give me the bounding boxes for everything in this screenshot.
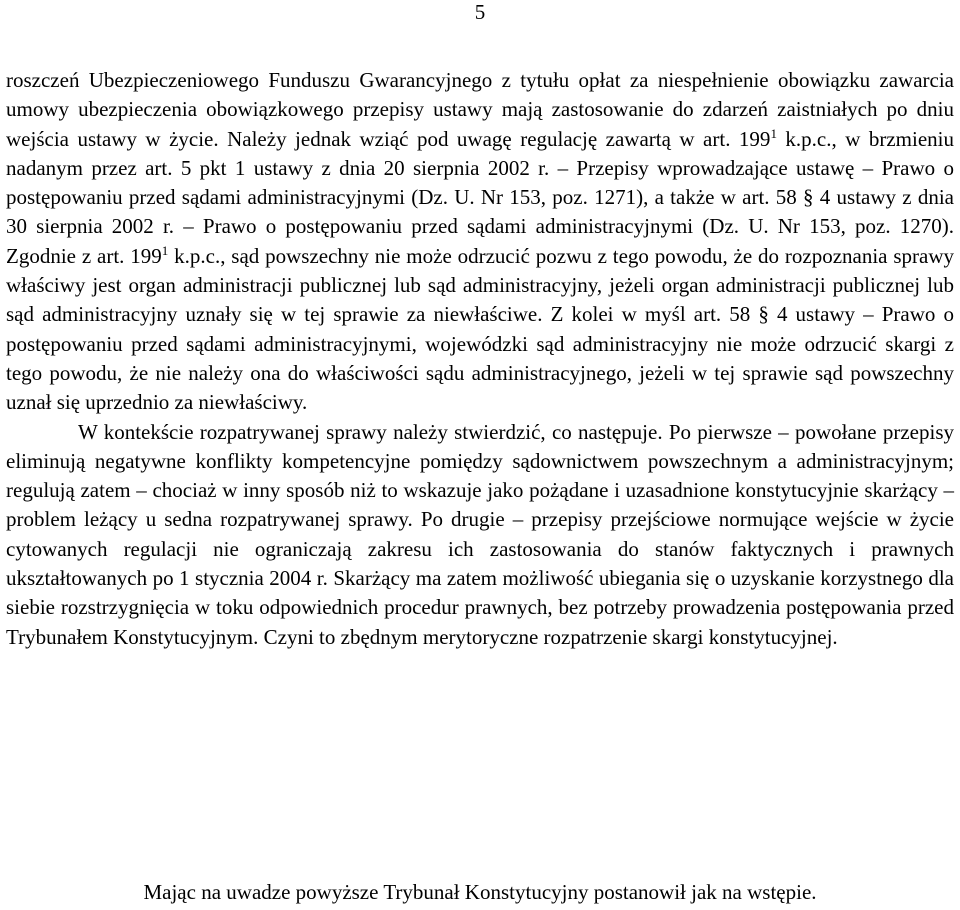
- page-number: 5: [474, 0, 486, 24]
- paragraph-1: [6, 66, 954, 418]
- text-run: roszczeń Ubezpieczeniowego Funduszu Gwarancyjnego z tytułu opłat za niespełnienie obowiązku zawarcia umowy ubezpieczenia obowiązkowego przepisy ustawy mają zastosowanie do zdarzeń zaistniałych po dniu wejścia ustawy w życie. Należy jednak wziąć pod uwagę regulację zawartą w art. 199: [6, 68, 954, 151]
- closing-statement: Mając na uwadze powyższe Trybunał Konstytucyjny postanowił jak na wstępie.: [143, 880, 817, 904]
- text-run: W kontekście rozpatrywanej sprawy należy stwierdzić, co następuje. Po pierwsze – powołane przepisy eliminują negatywne konflikty kompetencyjne pomiędzy sądownictwem powszechnym a administracyjnym; regulują zatem – chociaż w inny sposób niż to wskazuje jako pożądane i uzasadnione konstytucyjnie skarżący – problem leżący u sedna rozpatrywanej sprawy. Po drugie – przepisy przejściowe normujące wejście w życie cytowanych regulacji nie ograniczają zakresu ich zastosowania do stanów faktycznych i prawnych ukształtowanych po 1 stycznia 2004 r. Skarżący ma zatem możliwość ubiegania się o uzyskanie korzystnego dla siebie rozstrzygnięcia w toku odpowiednich procedur prawnych, bez potrzeby prowadzenia postępowania przed Trybunałem Konstytucyjnym. Czyni to zbędnym merytoryczne rozpatrzenie skargi konstytucyjnej.: [6, 419, 954, 649]
- document-body: [6, 66, 954, 652]
- text-run: k.p.c., sąd powszechny nie może odrzucić pozwu z tego powodu, że do rozpoznania sprawy właściwy jest organ administracji publicznej lub sąd administracyjny, jeżeli organ administracji publicznej lub sąd administracyjny uznały się w tej sprawie za niewłaściwe. Z kolei w myśl art. 58 § 4 ustawy – Prawo o postępowaniu przed sądami administracyjnymi, wojewódzki sąd administracyjny nie może odrzucić skargi z tego powodu, że nie należy ona do właściwości sądu administracyjnego, jeżeli w tej sprawie sąd powszechny uznał się uprzednio za niewłaściwy.: [6, 243, 954, 415]
- superscript: 1: [770, 125, 777, 141]
- superscript: 1: [161, 242, 169, 258]
- text-run: k.p.c., w brzmieniu nadanym przez art. 5 pkt 1 ustawy z dnia 20 sierpnia 2002 r. – Przepisy wprowadzające ustawę – Prawo o postępowaniu przed sądami administracyjnymi (Dz. U. Nr 153, poz. 1271), a także w art. 58 § 4 ustawy z dnia 30 sierpnia 2002 r. – Prawo o postępowaniu przed sądami administracyjnymi (Dz. U. Nr 153, poz. 1270). Zgodnie z art. 199: [6, 126, 955, 268]
- paragraph-2: [6, 418, 954, 652]
